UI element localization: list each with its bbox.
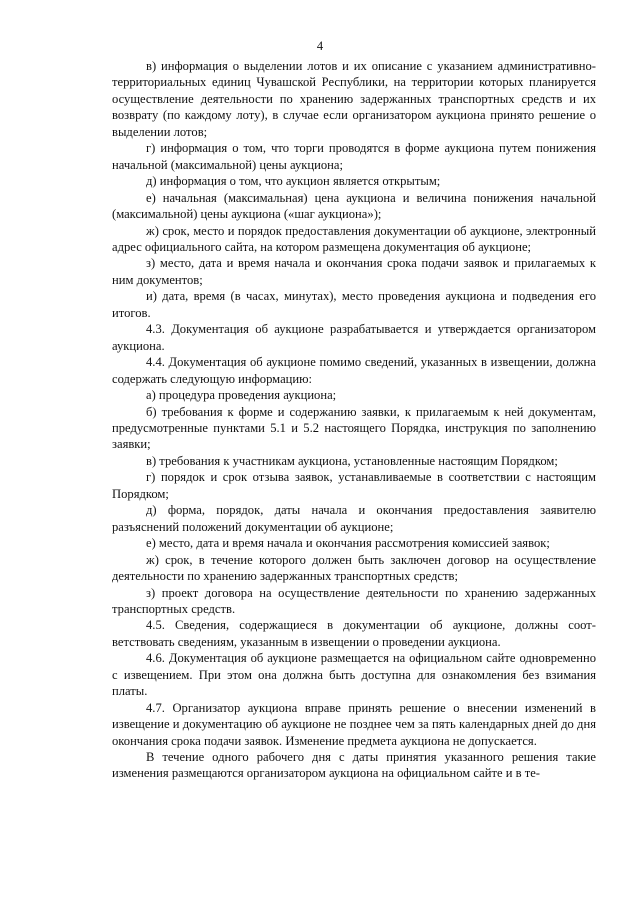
paragraph: В течение одного рабочего дня с даты принятия указанного решения такие изменения размещаются организатором аукциона на официальном сайте и в те- xyxy=(112,750,596,781)
paragraph: г) порядок и срок отзыва заявок, устанавливаемые в соответствии с настоящим Порядком; xyxy=(112,470,596,501)
paragraph: в) информация о выделении лотов и их описание с указанием административно-территориальных единиц Чувашской Республики, на территории которых планируется осуществление деятельности по хранению задержанных транспортных средств и их возврату (по каждому лоту), в случае если организатором аукциона принято решение о выделении лотов; xyxy=(112,59,596,139)
paragraph: д) форма, порядок, даты начала и окончания предоставления заявителю разъяснений положений документации об аукционе; xyxy=(112,503,596,534)
paragraph: 4.5. Сведения, содержащиеся в документации об аукционе, должны соответствовать сведениям, указанным в извещении о проведении аукциона. xyxy=(112,618,596,649)
paragraph: д) информация о том, что аукцион является открытым; xyxy=(146,174,441,189)
page-number: 4 xyxy=(316,39,324,53)
paragraph: з) место, дата и время начала и окончания срока подачи заявок и прилагаемых к ним документов; xyxy=(112,256,596,287)
paragraph: е) начальная (максимальная) цена аукциона и величина понижения начальной (максимальной) цены аукциона («шаг аукциона»); xyxy=(112,190,596,222)
document-body xyxy=(112,58,596,782)
paragraph: г) информация о том, что торги проводятся в форме аукциона путем понижения начальной (максимальной) цены аукциона; xyxy=(112,141,596,172)
paragraph: 4.7. Организатор аукциона вправе принять решение о внесении изменений в извещение и документацию об аукционе не позднее чем за пять календарных дней до дня окончания срока подачи заявок. Изменение предмета аукциона не допускается. xyxy=(112,700,596,748)
paragraph: и) дата, время (в часах, минутах), место проведения аукциона и подведения его итогов. xyxy=(112,289,596,320)
paragraph: е) место, дата и время начала и окончания рассмотрения комиссией заявок; xyxy=(146,536,550,551)
paragraph: ж) срок, место и порядок предоставления документации об аукционе, электронный адрес официального сайта, на котором размещена документация об аукционе; xyxy=(112,223,596,254)
paragraph: 4.4. Документация об аукционе помимо сведений, указанных в извещении, должна содержать следующую информацию: xyxy=(112,355,596,386)
paragraph: 4.3. Документация об аукционе разрабатывается и утверждается организатором аукциона. xyxy=(112,322,596,353)
paragraph: б) требования к форме и содержанию заявки, к прилагаемым к ней документам, предусмотренные пунктами 5.1 и 5.2 настоящего Порядка, инструкция по заполнению заявки; xyxy=(112,404,596,452)
paragraph: 4.6. Документация об аукционе размещается на официальном сайте одновременно с извещением. При этом она должна быть доступна для ознакомления без взимания платы. xyxy=(112,651,596,699)
paragraph: з) проект договора на осуществление деятельности по хранению задержанных транспортных средств. xyxy=(112,585,596,616)
paragraph: а) процедура проведения аукциона; xyxy=(146,388,337,403)
paragraph: ж) срок, в течение которого должен быть заключен договор на осуществление деятельности по хранению задержанных транспортных средств; xyxy=(112,552,596,584)
paragraph: в) требования к участникам аукциона, установленные настоящим Порядком; xyxy=(146,453,558,468)
